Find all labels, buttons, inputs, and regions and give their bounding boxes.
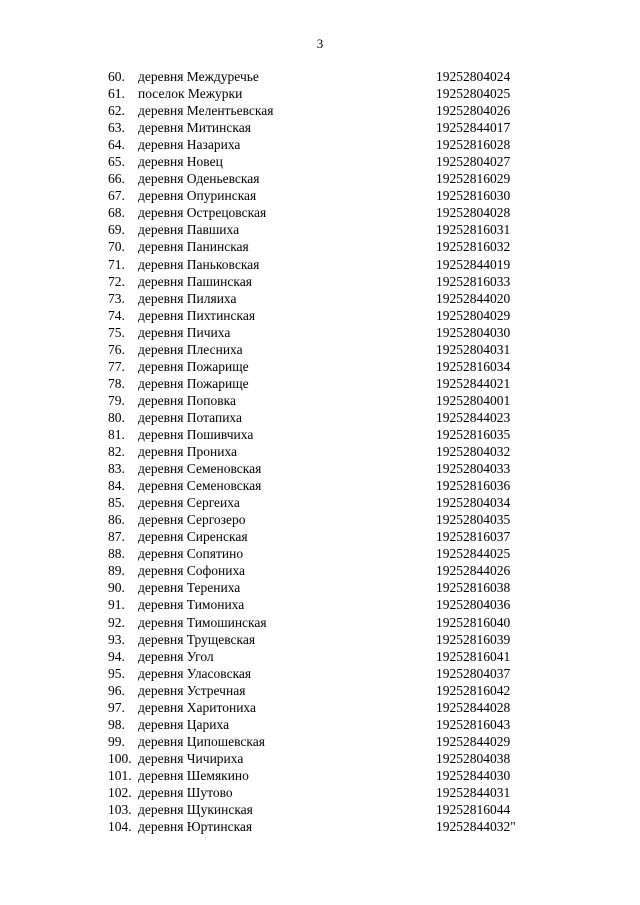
settlement-name: деревня Павшиха: [138, 222, 240, 238]
row-number: 62.: [108, 103, 125, 119]
table-row: [108, 733, 588, 750]
row-number: 86.: [108, 512, 125, 528]
oktmo-code: 19252816033: [436, 273, 511, 289]
row-number: 104.: [108, 819, 132, 835]
settlement-name: деревня Щукинская: [138, 802, 253, 818]
table-row: [108, 511, 588, 528]
table-row: [108, 119, 588, 136]
row-number: 66.: [108, 171, 125, 187]
oktmo-code: 19252844028: [436, 699, 511, 715]
table-row: [108, 784, 588, 801]
table-row: [108, 716, 588, 733]
oktmo-code: 19252804032: [436, 444, 511, 460]
table-row: [108, 307, 588, 324]
table-row: [108, 85, 588, 102]
row-number: 60.: [108, 69, 125, 84]
row-number: 97.: [108, 699, 125, 715]
oktmo-code: 19252804038: [436, 750, 511, 766]
row-number: 64.: [108, 137, 125, 153]
settlement-name: деревня Пихтинская: [138, 307, 256, 323]
row-number: 96.: [108, 682, 125, 698]
settlement-name: деревня Сиренская: [138, 529, 248, 545]
row-number: 81.: [108, 426, 125, 442]
row-number: 98.: [108, 716, 125, 732]
row-number: 100.: [108, 750, 132, 766]
table-row: [108, 136, 588, 153]
settlement-name: деревня Цариха: [138, 716, 230, 732]
settlement-name: деревня Острецовская: [138, 205, 267, 221]
table-row: [108, 204, 588, 221]
settlement-name: деревня Шутово: [138, 784, 233, 800]
table-row: [108, 545, 588, 562]
row-number: 88.: [108, 546, 125, 562]
oktmo-code: 19252804030: [436, 324, 511, 340]
settlement-name: деревня Юртинская: [138, 819, 253, 835]
row-number: 63.: [108, 120, 125, 136]
row-number: 79.: [108, 392, 125, 408]
oktmo-code: 19252804034: [436, 495, 511, 511]
table-row: [108, 170, 588, 187]
table-row: [108, 221, 588, 238]
row-number: 76.: [108, 341, 125, 357]
table-row: [108, 579, 588, 596]
settlement-name: деревня Мелентьевская: [138, 103, 274, 119]
page-number: 3: [316, 36, 324, 51]
oktmo-code: 19252816037: [436, 529, 511, 545]
table-row: [108, 187, 588, 204]
row-number: 75.: [108, 324, 125, 340]
oktmo-code: 19252804037: [436, 665, 511, 681]
oktmo-code: 19252816039: [436, 631, 511, 647]
table-row: [108, 767, 588, 784]
row-number: 77.: [108, 358, 125, 374]
settlement-name: деревня Сопятино: [138, 546, 244, 562]
oktmo-code: 19252844025: [436, 546, 511, 562]
settlement-name: деревня Прониха: [138, 444, 238, 460]
row-number: 103.: [108, 802, 132, 818]
row-number: 94.: [108, 648, 125, 664]
oktmo-code: 19252816040: [436, 614, 511, 630]
oktmo-code: 19252816031: [436, 222, 511, 238]
settlement-name: деревня Пожарище: [138, 375, 249, 391]
settlement-name: деревня Харитониха: [138, 699, 256, 715]
settlement-name: деревня Сергеиха: [138, 495, 240, 511]
table-row: [108, 153, 588, 170]
oktmo-code: 19252844030: [436, 767, 511, 783]
oktmo-code: 19252816044: [436, 802, 511, 818]
table-row: [108, 409, 588, 426]
row-number: 101.: [108, 767, 132, 783]
oktmo-code: 19252816043: [436, 716, 511, 732]
oktmo-code: 19252804031: [436, 341, 511, 357]
row-number: 82.: [108, 444, 125, 460]
oktmo-code: 19252816029: [436, 171, 511, 187]
row-number: 95.: [108, 665, 125, 681]
row-number: 68.: [108, 205, 125, 221]
row-number: 83.: [108, 461, 125, 477]
oktmo-code: 19252804001: [436, 392, 511, 408]
settlement-name: деревня Назариха: [138, 137, 241, 153]
oktmo-code: 19252804028: [436, 205, 511, 221]
settlement-name: деревня Терениха: [138, 580, 241, 596]
table-row: [108, 477, 588, 494]
oktmo-code: 19252804033: [436, 461, 511, 477]
settlement-name: деревня Софониха: [138, 563, 246, 579]
table-row: [108, 648, 588, 665]
settlement-name: деревня Устречная: [138, 682, 246, 698]
row-number: 90.: [108, 580, 125, 596]
oktmo-code: 19252804036: [436, 597, 511, 613]
oktmo-code: 19252804024: [436, 69, 511, 84]
settlement-name: деревня Сергозеро: [138, 512, 246, 528]
row-number: 71.: [108, 256, 125, 272]
oktmo-code: 19252804026: [436, 103, 511, 119]
table-row: [108, 750, 588, 767]
table-row: [108, 341, 588, 358]
table-row: [108, 375, 588, 392]
settlement-name: деревня Шемякино: [138, 767, 249, 783]
table-row: [108, 238, 588, 255]
settlement-name: деревня Опуринская: [138, 188, 257, 204]
row-number: 69.: [108, 222, 125, 238]
row-number: 65.: [108, 154, 125, 170]
table-row: [108, 273, 588, 290]
oktmo-code: 19252816041: [436, 648, 511, 664]
row-number: 78.: [108, 375, 125, 391]
oktmo-code: 19252816030: [436, 188, 511, 204]
row-number: 91.: [108, 597, 125, 613]
settlement-name: деревня Новец: [138, 154, 223, 170]
settlement-name: деревня Оденьевская: [138, 171, 260, 187]
table-row: [108, 596, 588, 613]
settlement-name: деревня Ципошевская: [138, 733, 265, 749]
settlement-name: деревня Панинская: [138, 239, 249, 255]
oktmo-code: 19252844032": [436, 819, 516, 835]
oktmo-code: 19252804035: [436, 512, 511, 528]
table-row: [108, 290, 588, 307]
row-number: 92.: [108, 614, 125, 630]
settlement-name: деревня Потапиха: [138, 409, 242, 425]
settlement-name: деревня Митинская: [138, 120, 251, 136]
table-row: [108, 699, 588, 716]
oktmo-code: 19252844026: [436, 563, 511, 579]
settlement-name: деревня Тимониха: [138, 597, 245, 613]
row-number: 89.: [108, 563, 125, 579]
row-number: 99.: [108, 733, 125, 749]
row-number: 61.: [108, 86, 125, 102]
table-row: [108, 528, 588, 545]
table-row: [108, 682, 588, 699]
oktmo-code: 19252844021: [436, 375, 511, 391]
row-number: 70.: [108, 239, 125, 255]
oktmo-code: 19252816035: [436, 426, 511, 442]
settlement-name: деревня Семеновская: [138, 461, 262, 477]
settlement-name: деревня Пиляиха: [138, 290, 237, 306]
table-row: [108, 665, 588, 682]
table-row: [108, 460, 588, 477]
oktmo-code: 19252844017: [436, 120, 511, 136]
table-row: [108, 358, 588, 375]
table-row: [108, 443, 588, 460]
settlement-name: деревня Паньковская: [138, 256, 260, 272]
settlement-name: деревня Семеновская: [138, 478, 262, 494]
oktmo-code: 19252816032: [436, 239, 511, 255]
table-row: [108, 494, 588, 511]
table-row: [108, 562, 588, 579]
oktmo-code: 19252816028: [436, 137, 511, 153]
settlement-name: деревня Пошивчиха: [138, 426, 254, 442]
settlement-name: деревня Пашинская: [138, 273, 252, 289]
row-number: 93.: [108, 631, 125, 647]
row-number: 85.: [108, 495, 125, 511]
row-number: 72.: [108, 273, 125, 289]
settlement-name: деревня Уласовская: [138, 665, 252, 681]
table-row: [108, 102, 588, 119]
settlement-list: [108, 68, 588, 835]
oktmo-code: 19252844031: [436, 784, 511, 800]
table-row: [108, 818, 588, 835]
row-number: 87.: [108, 529, 125, 545]
settlement-name: деревня Угол: [138, 648, 214, 664]
table-row: [108, 801, 588, 818]
row-number: 67.: [108, 188, 125, 204]
oktmo-code: 19252804029: [436, 307, 511, 323]
settlement-name: деревня Пожарище: [138, 358, 249, 374]
oktmo-code: 19252844019: [436, 256, 511, 272]
table-row: [108, 256, 588, 273]
table-row: [108, 68, 588, 85]
oktmo-code: 19252804027: [436, 154, 511, 170]
table-row: [108, 392, 588, 409]
oktmo-code: 19252816036: [436, 478, 511, 494]
settlement-name: деревня Плесниха: [138, 341, 243, 357]
row-number: 73.: [108, 290, 125, 306]
settlement-name: деревня Тимошинская: [138, 614, 267, 630]
oktmo-code: 19252844020: [436, 290, 511, 306]
settlement-name: поселок Межурки: [138, 86, 243, 102]
oktmo-code: 19252844029: [436, 733, 511, 749]
oktmo-code: 19252844023: [436, 409, 511, 425]
settlement-name: деревня Пичиха: [138, 324, 231, 340]
row-number: 80.: [108, 409, 125, 425]
settlement-name: деревня Поповка: [138, 392, 236, 408]
oktmo-code: 19252816034: [436, 358, 511, 374]
table-row: [108, 614, 588, 631]
oktmo-code: 19252816042: [436, 682, 511, 698]
row-number: 102.: [108, 784, 132, 800]
row-number: 84.: [108, 478, 125, 494]
row-number: 74.: [108, 307, 125, 323]
table-row: [108, 426, 588, 443]
settlement-name: деревня Чичириха: [138, 750, 244, 766]
oktmo-code: 19252804025: [436, 86, 511, 102]
settlement-name: деревня Междуречье: [138, 69, 259, 84]
settlement-name: деревня Трущевская: [138, 631, 256, 647]
oktmo-code: 19252816038: [436, 580, 511, 596]
table-row: [108, 631, 588, 648]
table-row: [108, 324, 588, 341]
